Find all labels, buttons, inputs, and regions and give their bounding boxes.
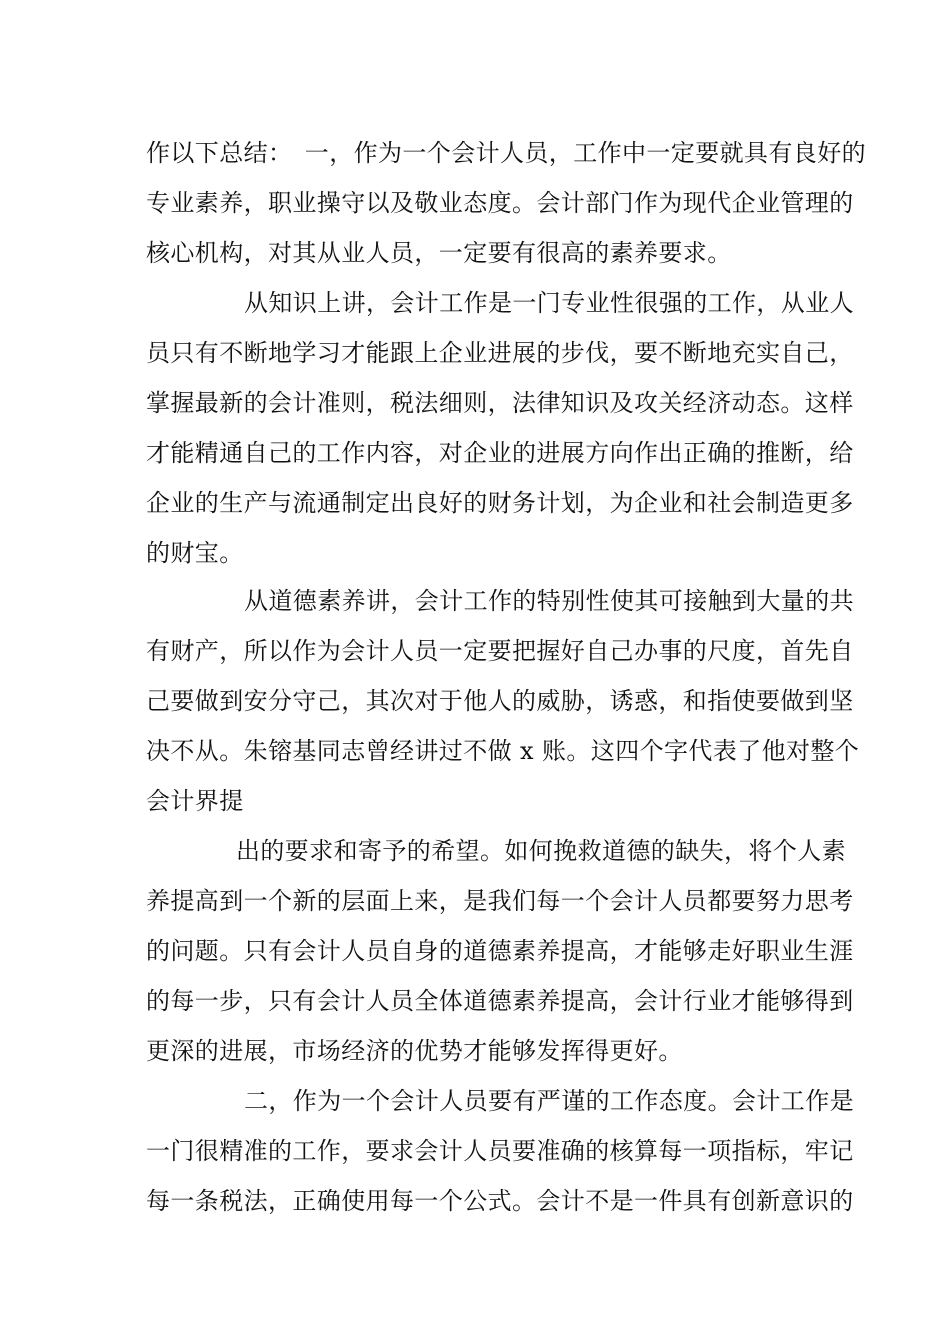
text-line: 二，作为一个会计人员要有严谨的工作态度。会计工作是 [244,1087,854,1115]
text-line: 企业的生产与流通制定出良好的财务计划，为企业和社会制造更多 [146,489,854,517]
text-line: 更深的进展，市场经济的优势才能够发挥得更好。 [146,1037,683,1065]
text-line: 有财产，所以作为会计人员一定要把握好自己办事的尺度，首先自 [146,637,854,665]
text-line: 专业素养，职业操守以及敬业态度。会计部门作为现代企业管理的 [146,189,854,217]
text-line: 决不从。朱镕基同志曾经讲过不做 x 账。这四个字代表了他对整个 [146,737,860,765]
text-line: 己要做到安分守己，其次对于他人的威胁，诱惑，和指使要做到坚 [146,687,854,715]
text-line: 员只有不断地学习才能跟上企业进展的步伐，要不断地充实自己， [146,339,854,367]
text-line: 的每一步，只有会计人员全体道德素养提高，会计行业才能够得到 [146,987,854,1015]
text-line: 每一条税法，正确使用每一个公式。会计不是一件具有创新意识的 [146,1187,854,1215]
text-line: 会计界提 [146,787,244,815]
text-line: 从道德素养讲，会计工作的特别性使其可接触到大量的共 [244,587,854,615]
text-line: 核心机构，对其从业人员，一定要有很高的素养要求。 [146,239,732,267]
text-line: 一门很精准的工作，要求会计人员要准确的核算每一项指标，牢记 [146,1137,854,1165]
text-line: 出的要求和寄予的希望。如何挽救道德的缺失，将个人素 [236,837,846,865]
text-line: 从知识上讲，会计工作是一门专业性很强的工作，从业人 [244,289,854,317]
text-line: 的财宝。 [146,539,244,567]
text-line: 的问题。只有会计人员自身的道德素养提高，才能够走好职业生涯 [146,937,854,965]
text-line: 掌握最新的会计准则，税法细则，法律知识及攻关经济动态。这样 [146,389,854,417]
text-line: 作以下总结： 一，作为一个会计人员，工作中一定要就具有良好的 [146,139,866,167]
text-line: 才能精通自己的工作内容，对企业的进展方向作出正确的推断，给 [146,439,854,467]
text-line: 养提高到一个新的层面上来，是我们每一个会计人员都要努力思考 [146,887,854,915]
